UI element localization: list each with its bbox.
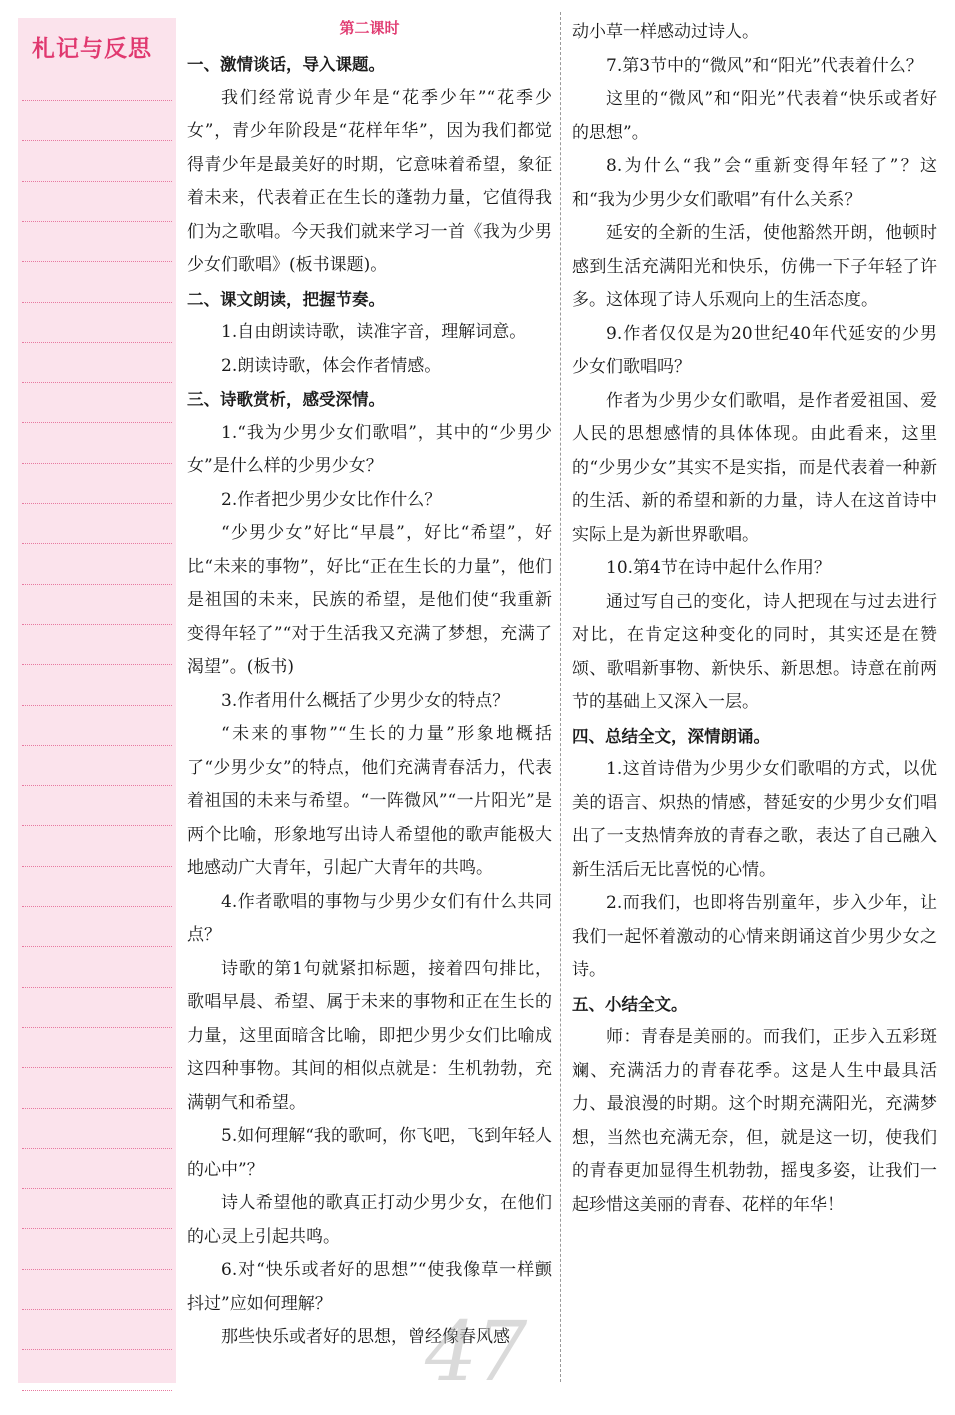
notes-line [22, 1108, 172, 1109]
notes-line [22, 1349, 172, 1350]
notes-line [22, 100, 172, 101]
page-number: 47 [425, 1305, 526, 1400]
paragraph: 1.自由朗读诗歌，读准字音，理解词意。 [221, 322, 527, 342]
paragraph: 9.作者仅仅是为20世纪40年代延安的少男少女们歌唱吗？ [572, 323, 937, 377]
section-heading: 一、激情谈话，导入课题。 [187, 55, 385, 74]
notes-line [22, 745, 172, 746]
notes-line [22, 946, 172, 947]
paragraph-continuation: 动小草一样感动过诗人。 [572, 22, 759, 42]
notes-line [22, 584, 172, 585]
notes-line [22, 1269, 172, 1270]
notes-line [22, 261, 172, 262]
notes-line [22, 503, 172, 504]
paragraph: 那些快乐或者好的思想，曾经像春风感 [221, 1327, 510, 1347]
notes-line [22, 1148, 172, 1149]
paragraph: 我们经常说青少年是“花季少年”“花季少女”，青少年阶段是“花样年华”，因为我们都觉得青少年是最美好的时期，它意味着希望，象征着未来，代表着正在生长的蓬勃力量，它值得我们为之歌唱。今天我们就来学习一首《我为少男少女们歌唱》(板书课题)。 [187, 87, 552, 275]
paragraph: 7.第3节中的“微风”和“阳光”代表着什么？ [606, 55, 923, 76]
paragraph: 作者为少男少女们歌唱，是作者爱祖国、爱人民的思想感情的具体体现。由此看来，这里的“少男少女”其实不是实指，而是代表着一种新的生活、新的希望和新的力量，诗人在这首诗中实际上是为新世界歌唱。 [572, 390, 937, 545]
paragraph: 1.这首诗借为少男少女们歌唱的方式，以优美的语言、炽热的情感，替延安的少男少女们唱出了一支热情奔放的青春之歌，表达了自己融入新生活后无比喜悦的心情。 [572, 759, 937, 880]
paragraph: 5.如何理解“我的歌呵，你飞吧，飞到年轻人的心中”？ [187, 1126, 552, 1180]
notes-line [22, 866, 172, 867]
paragraph: 这里的“微风”和“阳光”代表着“快乐或者好的思想”。 [572, 89, 937, 143]
paragraph: 3.作者用什么概括了少男少女的特点？ [221, 690, 510, 711]
section-heading: 五、小结全文。 [572, 994, 688, 1014]
notes-line [22, 302, 172, 303]
lesson-title: 第二课时 [339, 19, 400, 37]
paragraph: 2.而我们，也即将告别童年，步入少年，让我们一起怀着激动的心情来朗诵这首少男少女之诗。 [572, 893, 937, 980]
notes-line [22, 463, 172, 464]
notes-line [22, 342, 172, 343]
paragraph: 1.“我为少男少女们歌唱”，其中的“少男少女”是什么样的少男少女？ [187, 422, 552, 476]
notes-line [22, 1027, 172, 1028]
column-divider [560, 12, 561, 1382]
paragraph: 延安的全新的生活，使他豁然开朗，他顿时感到生活充满阳光和快乐，仿佛一下子年轻了许多。这体现了诗人乐观向上的生活态度。 [572, 223, 937, 310]
notes-line [22, 624, 172, 625]
notes-line [22, 543, 172, 544]
notes-line [22, 1390, 172, 1391]
sidebar-title: 札记与反思 [32, 36, 152, 62]
notes-line [22, 181, 172, 182]
paragraph: 6.对“快乐或者好的思想”“使我像草一样颤抖过”应如何理解？ [187, 1260, 552, 1314]
notes-line [22, 664, 172, 665]
paragraph: 8.为什么“我”会“重新变得年轻了”？这和“我为少男少女们歌唱”有什么关系？ [572, 156, 937, 210]
notes-line [22, 221, 172, 222]
notes-line [22, 1309, 172, 1310]
notes-line [22, 987, 172, 988]
left-column [187, 16, 552, 1355]
notes-line [22, 705, 172, 706]
paragraph: 师：青春是美丽的。而我们，正步入五彩斑斓、充满活力的青春花季。这是人生中最具活力、最浪漫的时期。这个时期充满阳光，充满梦想，当然也充满无奈，但，就是这一切，使我们的青春更加显得生机勃勃，摇曳多姿，让我们一起珍惜这美丽的青春、花样的年华！ [572, 1027, 937, 1215]
section-heading: 二、课文朗读，把握节奏。 [187, 289, 385, 309]
paragraph: 10.第4节在诗中起什么作用？ [606, 558, 831, 578]
notes-line [22, 825, 172, 826]
notes-line [22, 785, 172, 786]
section-heading: 四、总结全文，深情朗诵。 [572, 726, 770, 746]
notes-line [22, 1188, 172, 1189]
notes-line [22, 140, 172, 141]
notes-sidebar [18, 18, 176, 1383]
paragraph: “少男少女”好比“早晨”，好比“希望”，好比“未来的事物”，好比“正在生长的力量”，他们是祖国的未来，民族的希望，是他们使“我重新变得年轻了”“对于生活我又充满了梦想，充满了渴望”。(板书) [187, 523, 552, 677]
right-column [572, 16, 937, 1222]
notes-line [22, 1228, 172, 1229]
paragraph: 2.朗读诗歌，体会作者情感。 [221, 355, 442, 376]
paragraph: 通过写自己的变化，诗人把现在与过去进行对比，在肯定这种变化的同时，其实还是在赞颂、歌唱新事物、新快乐、新思想。诗意在前两节的基础上又深入一层。 [572, 591, 937, 712]
notes-line [22, 1067, 172, 1068]
paragraph: 诗歌的第1句就紧扣标题，接着四句排比，歌唱早晨、希望、属于未来的事物和正在生长的力量，这里面暗含比喻，即把少男少女们比喻成这四种事物。其间的相似点就是：生机勃勃，充满朝气和希望。 [187, 958, 552, 1113]
paragraph: 诗人希望他的歌真正打动少男少女，在他们的心灵上引起共鸣。 [187, 1193, 552, 1247]
paragraph: 2.作者把少男少女比作什么？ [221, 489, 442, 510]
paragraph: 4.作者歌唱的事物与少男少女们有什么共同点？ [187, 891, 552, 945]
paragraph: “未来的事物”“生长的力量”形象地概括了“少男少女”的特点，他们充满青春活力，代表着祖国的未来与希望。“一阵微风”“一片阳光”是两个比喻，形象地写出诗人希望他的歌声能极大地感动广大青年，引起广大青年的共鸣。 [187, 724, 552, 878]
section-heading: 三、诗歌赏析，感受深情。 [187, 390, 385, 409]
notes-line [22, 422, 172, 423]
notes-line [22, 906, 172, 907]
notes-line [22, 382, 172, 383]
